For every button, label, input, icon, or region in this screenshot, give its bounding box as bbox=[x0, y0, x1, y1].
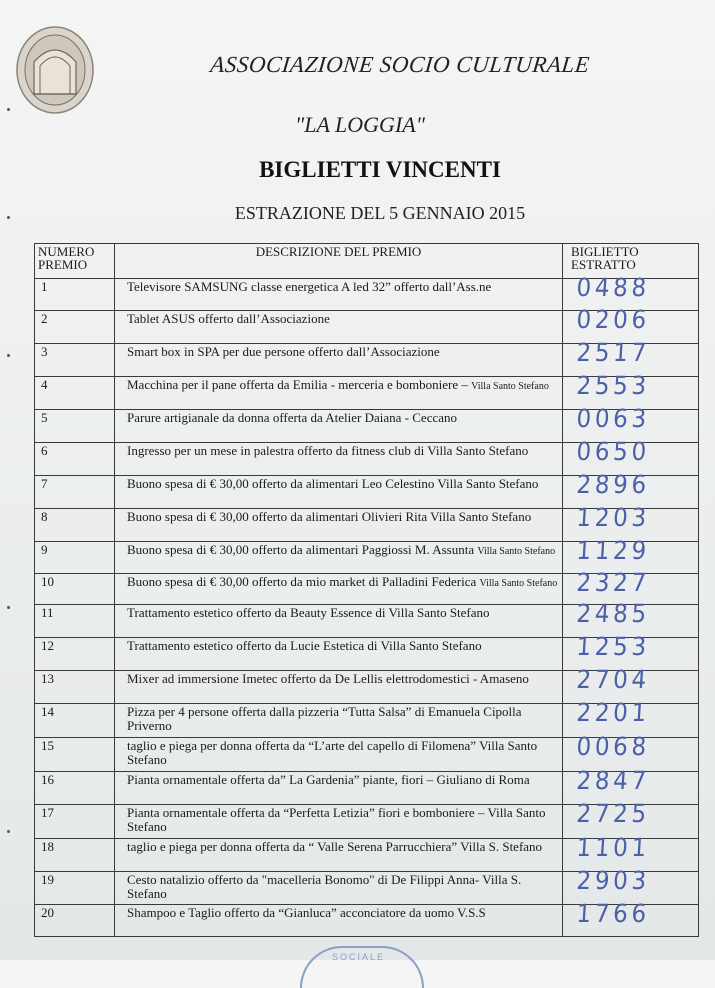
prize-description: Buono spesa di € 30,00 offerto da alimentari Paggiossi M. Assunta bbox=[127, 542, 475, 557]
prize-number-cell bbox=[35, 542, 115, 574]
prize-number-cell bbox=[35, 410, 115, 443]
prize-description-cell bbox=[115, 805, 563, 839]
ticket-number: 1101 bbox=[575, 833, 651, 862]
prize-number-cell bbox=[35, 638, 115, 671]
prize-description: Trattamento estetico offerto da Lucie Estetica di Villa Santo Stefano bbox=[127, 638, 482, 653]
prize-description-cell bbox=[115, 476, 563, 509]
prize-number: 11 bbox=[41, 605, 54, 620]
prize-number-cell bbox=[35, 377, 115, 410]
prize-description-cell bbox=[115, 344, 563, 377]
ticket-number: 2896 bbox=[575, 470, 651, 499]
prize-number-cell bbox=[35, 671, 115, 704]
ticket-number: 2847 bbox=[575, 766, 651, 795]
ticket-number: 2517 bbox=[575, 338, 651, 367]
prize-description-cell bbox=[115, 605, 563, 638]
header-ticket-line1: BIGLIETTO bbox=[571, 244, 639, 259]
prize-number: 13 bbox=[41, 671, 54, 686]
header-desc: DESCRIZIONE DEL PREMIO bbox=[255, 244, 422, 259]
prize-number-cell bbox=[35, 509, 115, 542]
prize-number-cell bbox=[35, 605, 115, 638]
prize-description-cell bbox=[115, 542, 563, 574]
table-row bbox=[35, 905, 699, 937]
la-loggia-logo-icon bbox=[14, 24, 96, 116]
ticket-number: 1129 bbox=[575, 536, 651, 565]
prize-number: 19 bbox=[41, 872, 54, 887]
prize-description: Tablet ASUS offerto dall’Associazione bbox=[127, 311, 330, 326]
prize-number-cell bbox=[35, 279, 115, 311]
prize-number: 12 bbox=[41, 638, 54, 653]
prize-description-cell bbox=[115, 905, 563, 937]
prize-description: Pianta ornamentale offerta da” La Gardenia” piante, fiori – Giuliano di Roma bbox=[127, 772, 530, 787]
prize-description: Mixer ad immersione Imetec offerto da De Lellis elettrodomestici - Amaseno bbox=[127, 671, 529, 686]
prize-number-cell bbox=[35, 839, 115, 872]
prize-number-cell bbox=[35, 344, 115, 377]
association-stamp bbox=[300, 946, 424, 988]
prize-description-cell bbox=[115, 279, 563, 311]
prize-description-cell bbox=[115, 638, 563, 671]
association-name: "LA LOGGIA" bbox=[295, 112, 425, 137]
column-header-prize-number bbox=[35, 244, 115, 279]
prize-number-cell bbox=[35, 311, 115, 344]
prize-number: 7 bbox=[41, 476, 48, 491]
ticket-number: 0650 bbox=[575, 437, 651, 466]
draw-date-subtitle: ESTRAZIONE DEL 5 GENNAIO 2015 bbox=[234, 203, 526, 223]
prize-number: 17 bbox=[41, 805, 54, 820]
prize-number-cell bbox=[35, 805, 115, 839]
prize-number: 5 bbox=[41, 410, 48, 425]
prize-description: Trattamento estetico offerto da Beauty Essence di Villa Santo Stefano bbox=[127, 605, 490, 620]
prize-location: Villa Santo Stefano bbox=[471, 381, 549, 392]
ticket-number: 2485 bbox=[575, 599, 651, 628]
prize-description: Macchina per il pane offerta da Emilia - merceria e bomboniere – bbox=[127, 377, 468, 392]
ticket-number: 1203 bbox=[575, 503, 651, 532]
ticket-number: 1766 bbox=[575, 899, 651, 928]
prize-number: 1 bbox=[41, 279, 48, 294]
prize-number: 18 bbox=[41, 839, 54, 854]
prize-number: 4 bbox=[41, 377, 48, 392]
column-header-description bbox=[115, 244, 563, 279]
ticket-number: 2201 bbox=[575, 698, 651, 727]
prize-description: taglio e piega per donna offerta da “L’arte del capello di Filomena” Villa Santo Stefano bbox=[127, 738, 538, 767]
prize-number: 14 bbox=[41, 704, 54, 719]
ticket-number: 2903 bbox=[575, 866, 651, 895]
ticket-number: 0063 bbox=[575, 404, 651, 433]
ticket-cell bbox=[563, 899, 699, 937]
prize-description-cell bbox=[115, 443, 563, 476]
ticket-number: 1253 bbox=[575, 632, 651, 661]
prize-description-cell bbox=[115, 671, 563, 704]
winning-tickets-table bbox=[34, 243, 699, 937]
ticket-number: 2704 bbox=[575, 665, 651, 694]
ticket-number: 0488 bbox=[575, 273, 651, 302]
prize-description-cell bbox=[115, 377, 563, 410]
prize-number: 6 bbox=[41, 443, 48, 458]
prize-number: 15 bbox=[41, 738, 54, 753]
prize-number: 10 bbox=[41, 574, 54, 589]
prize-number-cell bbox=[35, 772, 115, 805]
prize-description-cell bbox=[115, 704, 563, 738]
stamp-text: SOCIALE bbox=[332, 952, 386, 962]
prize-number: 2 bbox=[41, 311, 48, 326]
prize-description-cell bbox=[115, 574, 563, 605]
prize-description-cell bbox=[115, 872, 563, 905]
prize-description: Buono spesa di € 30,00 offerto da mio market di Palladini Federica bbox=[127, 574, 477, 589]
prize-description: Pianta ornamentale offerta da “Perfetta Letizia” fiori e bomboniere – Villa Santo Stefano bbox=[127, 805, 546, 834]
prize-description: Ingresso per un mese in palestra offerto da fitness club di Villa Santo Stefano bbox=[127, 443, 529, 458]
margin-mark bbox=[7, 108, 10, 111]
prize-description-cell bbox=[115, 311, 563, 344]
prize-number-cell bbox=[35, 443, 115, 476]
page-title: BIGLIETTI VINCENTI bbox=[259, 157, 501, 182]
prize-description-cell bbox=[115, 839, 563, 872]
prize-number-cell bbox=[35, 738, 115, 772]
prize-number: 16 bbox=[41, 772, 54, 787]
prize-number-cell bbox=[35, 872, 115, 905]
prize-number-cell bbox=[35, 905, 115, 937]
ticket-number: 2725 bbox=[575, 799, 651, 828]
margin-mark bbox=[7, 354, 10, 357]
prize-description: Buono spesa di € 30,00 offerto da alimentari Leo Celestino Villa Santo Stefano bbox=[127, 476, 539, 491]
header-ticket-line2: ESTRATTO bbox=[571, 257, 636, 272]
prize-number: 3 bbox=[41, 344, 48, 359]
prize-number: 8 bbox=[41, 509, 48, 524]
association-heading: ASSOCIAZIONE SOCIO CULTURALE bbox=[209, 52, 591, 77]
prize-description-cell bbox=[115, 410, 563, 443]
ticket-number: 2553 bbox=[575, 371, 651, 400]
prize-number-cell bbox=[35, 574, 115, 605]
prize-number: 20 bbox=[41, 905, 54, 920]
header-num-line1: NUMERO bbox=[38, 244, 95, 259]
prize-description: Parure artigianale da donna offerta da Atelier Daiana - Ceccano bbox=[127, 410, 458, 425]
prize-number-cell bbox=[35, 704, 115, 738]
ticket-number: 0206 bbox=[575, 305, 651, 334]
prize-description-cell bbox=[115, 509, 563, 542]
prize-location: Villa Santo Stefano bbox=[479, 578, 558, 589]
margin-mark bbox=[7, 216, 10, 219]
ticket-number: 2327 bbox=[575, 568, 651, 597]
header-num-line2: PREMIO bbox=[38, 257, 88, 272]
prize-description: Cesto natalizio offerto da "macelleria Bonomo" di De Filippi Anna- Villa S. Stefano bbox=[127, 872, 522, 901]
prize-description: Pizza per 4 persone offerta dalla pizzeria “Tutta Salsa” di Emanuela Cipolla Priverno bbox=[127, 704, 522, 733]
prize-description: Smart box in SPA per due persone offerto dall’Associazione bbox=[127, 344, 440, 359]
prize-description: Shampoo e Taglio offerto da “Gianluca” acconciatore da uomo V.S.S bbox=[127, 905, 486, 920]
prize-description: taglio e piega per donna offerta da “ Valle Serena Parrucchiera” Villa S. Stefano bbox=[127, 839, 543, 854]
prize-description: Televisore SAMSUNG classe energetica A led 32” offerto dall’Ass.ne bbox=[127, 279, 492, 294]
prize-number-cell bbox=[35, 476, 115, 509]
margin-mark bbox=[7, 830, 10, 833]
prize-description-cell bbox=[115, 738, 563, 772]
margin-mark bbox=[7, 606, 10, 609]
prize-description-cell bbox=[115, 772, 563, 805]
ticket-number: 0068 bbox=[575, 732, 651, 761]
prize-number: 9 bbox=[41, 542, 48, 557]
prize-description: Buono spesa di € 30,00 offerto da alimentari Olivieri Rita Villa Santo Stefano bbox=[127, 509, 532, 524]
prize-location: Villa Santo Stefano bbox=[477, 546, 556, 557]
